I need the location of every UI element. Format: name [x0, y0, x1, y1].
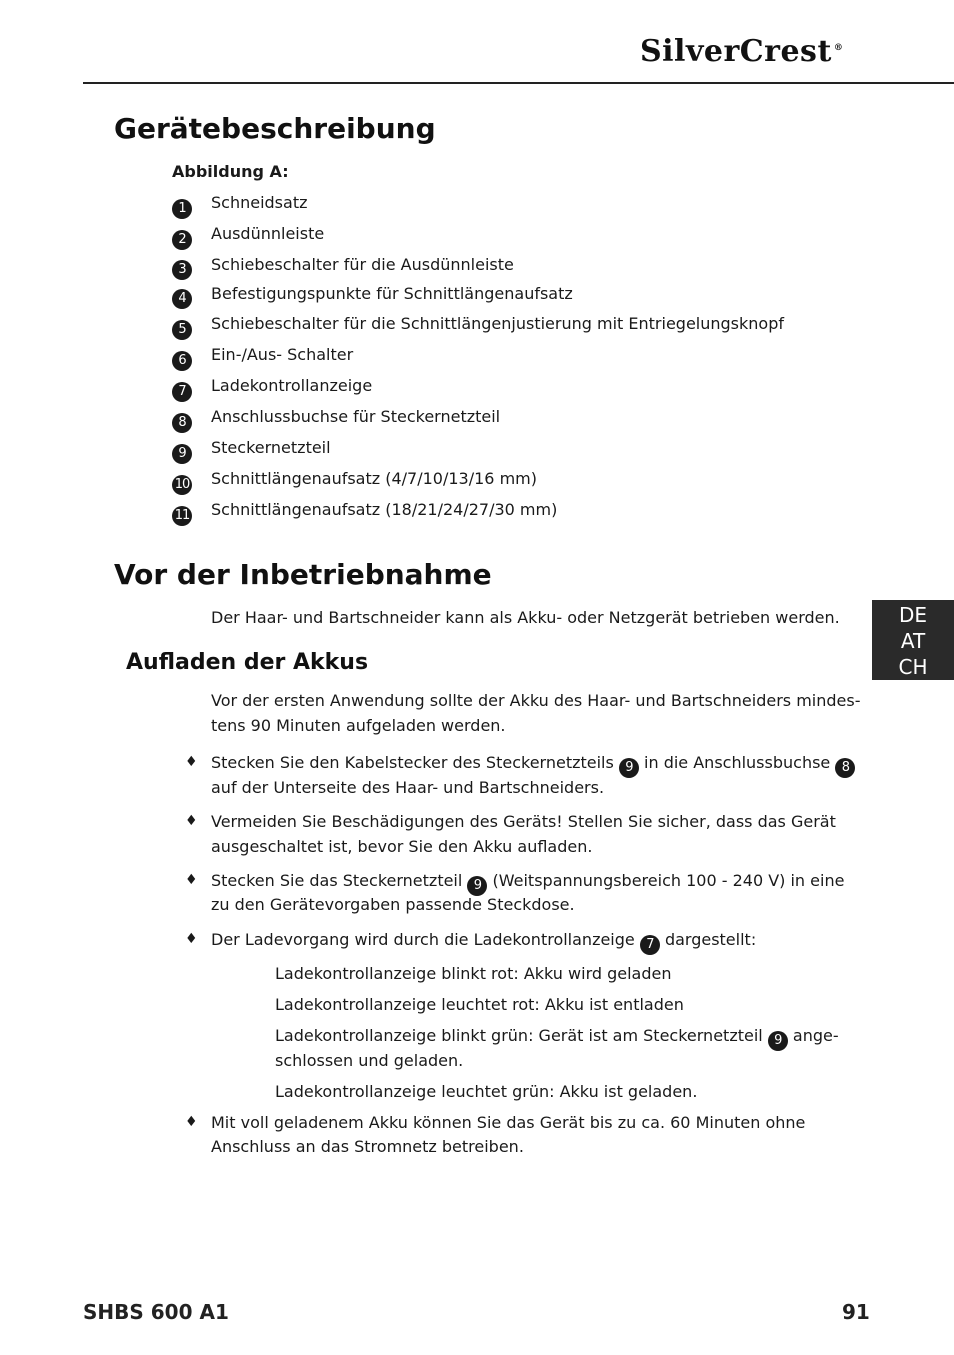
- item-number-badge: 2: [172, 230, 192, 250]
- item-number-badge: 7: [640, 935, 660, 955]
- header-rule: [83, 82, 954, 84]
- item-number-badge: 4: [172, 289, 192, 309]
- list-item: Schnittlängenaufsatz (4/7/10/13/16 mm): [211, 469, 537, 488]
- list-item: Befestigungspunkte für Schnittlängenaufsatz: [211, 284, 573, 303]
- item-number-badge: 11: [172, 506, 192, 526]
- section-title-inbetriebnahme: Vor der Inbetriebnahme: [114, 558, 492, 591]
- language-tab: [872, 600, 954, 680]
- list-item: Steckernetzteil: [211, 438, 331, 457]
- section-title-geraetebeschreibung: Gerätebeschreibung: [114, 112, 436, 145]
- bullet-text: Stecken Sie den Kabelstecker des Steckernetzteils: [211, 753, 614, 772]
- bullet-text: Der Ladevorgang wird durch die Ladekontrollanzeige: [211, 930, 635, 949]
- list-item: Ladekontrollanzeige: [211, 376, 373, 395]
- indicator-state-1: Ladekontrollanzeige blinkt rot: Akku wird geladen: [275, 964, 672, 983]
- item-number-badge: 6: [172, 351, 192, 371]
- brand-logo: [640, 34, 843, 69]
- language-at: AT: [900, 629, 926, 653]
- item-number-badge: 9: [619, 758, 639, 778]
- footer-page-number: 91: [842, 1300, 870, 1324]
- bullet-item-5-line1: Mit voll geladenem Akku können Sie das Gerät bis zu ca. 60 Minuten ohne: [211, 1113, 806, 1132]
- list-item: Ausdünnleiste: [211, 224, 325, 243]
- indicator-state-2: Ladekontrollanzeige leuchtet rot: Akku ist entladen: [275, 995, 684, 1014]
- bullet-icon: ♦: [185, 872, 198, 888]
- charging-intro-line1: Vor der ersten Anwendung sollte der Akku des Haar- und Bartschneiders mindes-: [211, 691, 861, 710]
- bullet-icon: ♦: [185, 813, 198, 829]
- list-item: Ein-/Aus- Schalter: [211, 345, 354, 364]
- bullet-item-4-line1: [211, 927, 756, 955]
- figure-label: Abbildung A:: [172, 162, 289, 181]
- bullet-icon: ♦: [185, 931, 198, 947]
- item-number-badge: 5: [172, 320, 192, 340]
- bullet-item-2-line1: Vermeiden Sie Beschädigungen des Geräts! Stellen Sie sicher, dass das Gerät: [211, 812, 836, 831]
- brand-name: SilverCrest: [640, 34, 832, 69]
- list-item: Schneidsatz: [211, 193, 308, 212]
- bullet-icon: ♦: [185, 754, 198, 770]
- bullet-text: (Weitspannungsbereich 100 - 240 V) in eine: [492, 871, 845, 890]
- indicator-state-3-line1: [275, 1023, 839, 1051]
- footer-model: SHBS 600 A1: [83, 1300, 229, 1324]
- intro-paragraph: Der Haar- und Bartschneider kann als Akku- oder Netzgerät betrieben werden.: [211, 608, 840, 627]
- item-number-badge: 10: [172, 475, 192, 495]
- bullet-item-1-line2: auf der Unterseite des Haar- und Bartschneiders.: [211, 778, 605, 797]
- item-number-badge: 8: [172, 413, 192, 433]
- bullet-item-5-line2: Anschluss an das Stromnetz betreiben.: [211, 1137, 524, 1156]
- item-number-badge: 1: [172, 199, 192, 219]
- registered-mark: ®: [833, 43, 844, 53]
- bullet-text: in die Anschlussbuchse: [644, 753, 831, 772]
- indicator-state-3-line2: schlossen und geladen.: [275, 1051, 464, 1070]
- item-number-badge: 7: [172, 382, 192, 402]
- bullet-icon: ♦: [185, 1114, 198, 1130]
- language-ch: CH: [898, 655, 928, 679]
- state-text: Ladekontrollanzeige blinkt grün: Gerät ist am Steckernetzteil: [275, 1026, 763, 1045]
- list-item: Schiebeschalter für die Ausdünnleiste: [211, 255, 514, 274]
- bullet-text: Stecken Sie das Steckernetzteil: [211, 871, 463, 890]
- bullet-text: dargestellt:: [664, 930, 757, 949]
- item-number-badge: 3: [172, 260, 192, 280]
- list-item: Schnittlängenaufsatz (18/21/24/27/30 mm): [211, 500, 558, 519]
- bullet-item-2-line2: ausgeschaltet ist, bevor Sie den Akku aufladen.: [211, 837, 593, 856]
- charging-intro-line2: tens 90 Minuten aufgeladen werden.: [211, 716, 506, 735]
- list-item: Schiebeschalter für die Schnittlängenjustierung mit Entriegelungsknopf: [211, 314, 784, 333]
- subsection-title-aufladen: Aufladen der Akkus: [126, 650, 369, 675]
- item-number-badge: 9: [768, 1031, 788, 1051]
- item-number-badge: 9: [467, 876, 487, 896]
- language-de: DE: [898, 603, 928, 627]
- state-text: ange-: [792, 1026, 839, 1045]
- item-number-badge: 8: [835, 758, 855, 778]
- bullet-item-1-line1: [211, 750, 855, 778]
- indicator-state-4: Ladekontrollanzeige leuchtet grün: Akku ist geladen.: [275, 1082, 698, 1101]
- list-item: Anschlussbuchse für Steckernetzteil: [211, 407, 501, 426]
- item-number-badge: 9: [172, 444, 192, 464]
- bullet-item-3-line2: zu den Gerätevorgaben passende Steckdose.: [211, 895, 575, 914]
